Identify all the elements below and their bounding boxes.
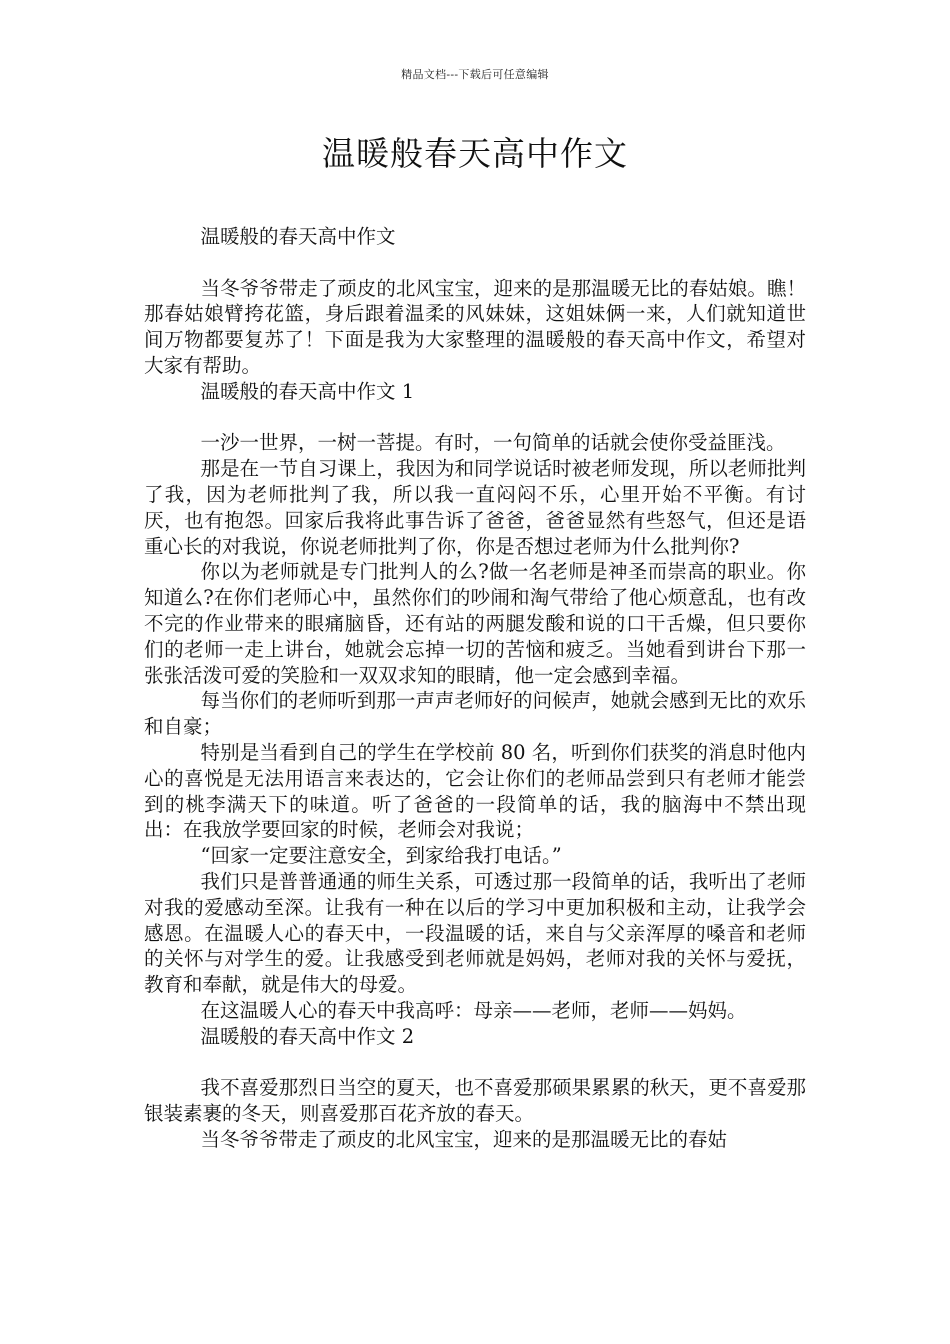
section-1-paragraph: 特别是当看到自己的学生在学校前 80 名，听到你们获奖的消息时他内心的喜悦是无法用语言来表达的，它会让你们的老师品尝到只有老师才能尝到的桃李满天下的味道。听了爸爸的一段简单的话，我的脑海中不禁出现出：在我放学要回家的时候，老师会对我说； xyxy=(144,740,806,842)
section-1-paragraph: 每当你们的老师听到那一声声老师好的问候声，她就会感到无比的欢乐和自豪； xyxy=(144,689,806,739)
section-1-paragraph: 你以为老师就是专门批判人的么?做一名老师是神圣而崇高的职业。你知道么?在你们老师心中，虽然你们的吵闹和淘气带给了他心烦意乱，也有改不完的作业带来的眼痛脑昏，还有站的两腿发酸和说的口干舌燥，但只要你们的老师一走上讲台，她就会忘掉一切的苦恼和疲乏。当她看到讲台下那一张张活泼可爱的笑脸和一双双求知的眼睛，他一定会感到幸福。 xyxy=(144,560,806,687)
page-title: 温暖般春天高中作文 xyxy=(322,134,628,173)
paragraph-spacer xyxy=(144,405,806,431)
paragraph-spacer xyxy=(144,1050,806,1076)
section-2-paragraph: 我不喜爱那烈日当空的夏天，也不喜爱那硕果累累的秋天，更不喜爱那银装素裹的冬天，则喜爱那百花齐放的春天。 xyxy=(144,1076,806,1126)
section-1-paragraph: 那是在一节自习课上，我因为和同学说话时被老师发现，所以老师批判了我，因为老师批判了我，所以我一直闷闷不乐，心里开始不平衡。有讨厌，也有抱怨。回家后我将此事告诉了爸爸，爸爸显然有些怒气，但还是语重心长的对我说，你说老师批判了你，你是否想过老师为什么批判你? xyxy=(144,457,806,558)
document-subtitle: 温暖般的春天高中作文 xyxy=(200,225,396,248)
section-1-paragraph: 在这温暖人心的春天中我高呼：母亲——老师，老师——妈妈。 xyxy=(200,998,747,1022)
section-1-quote: “回家一定要注意安全，到家给我打电话。” xyxy=(200,844,562,868)
section-1-paragraph: 我们只是普普通通的师生关系，可透过那一段简单的话，我听出了老师对我的爱感动至深。让我有一种在以后的学习中更加积极和主动，让我学会感恩。在温暖人心的春天中，一段温暖的话，来自与父亲浑厚的嗓音和老师的关怀与对学生的爱。让我感受到老师就是妈妈，老师对我的关怀与爱抚，教育和奉献，就是伟大的母爱。 xyxy=(144,869,806,997)
section-2-paragraph: 当冬爷爷带走了顽皮的北风宝宝，迎来的是那温暖无比的春姑 xyxy=(200,1127,728,1151)
section-1-heading: 温暖般的春天高中作文 1 xyxy=(200,379,415,403)
intro-paragraph: 当冬爷爷带走了顽皮的北风宝宝，迎来的是那温暖无比的春姑娘。瞧！那春姑娘臂挎花篮，身后跟着温柔的风妹妹，这姐妹俩一来，人们就知道世间万物都要复苏了！下面是我为大家整理的温暖般的春天高中作文，希望对大家有帮助。 xyxy=(144,276,806,377)
section-2-heading: 温暖般的春天高中作文 2 xyxy=(200,1024,415,1048)
document-body xyxy=(144,224,806,1153)
paragraph-spacer xyxy=(144,250,806,276)
section-1-paragraph: 一沙一世界，一树一菩提。有时，一句简单的话就会使你受益匪浅。 xyxy=(200,431,786,455)
page-header-note: 精品文档---下载后可任意编辑 xyxy=(401,68,549,81)
